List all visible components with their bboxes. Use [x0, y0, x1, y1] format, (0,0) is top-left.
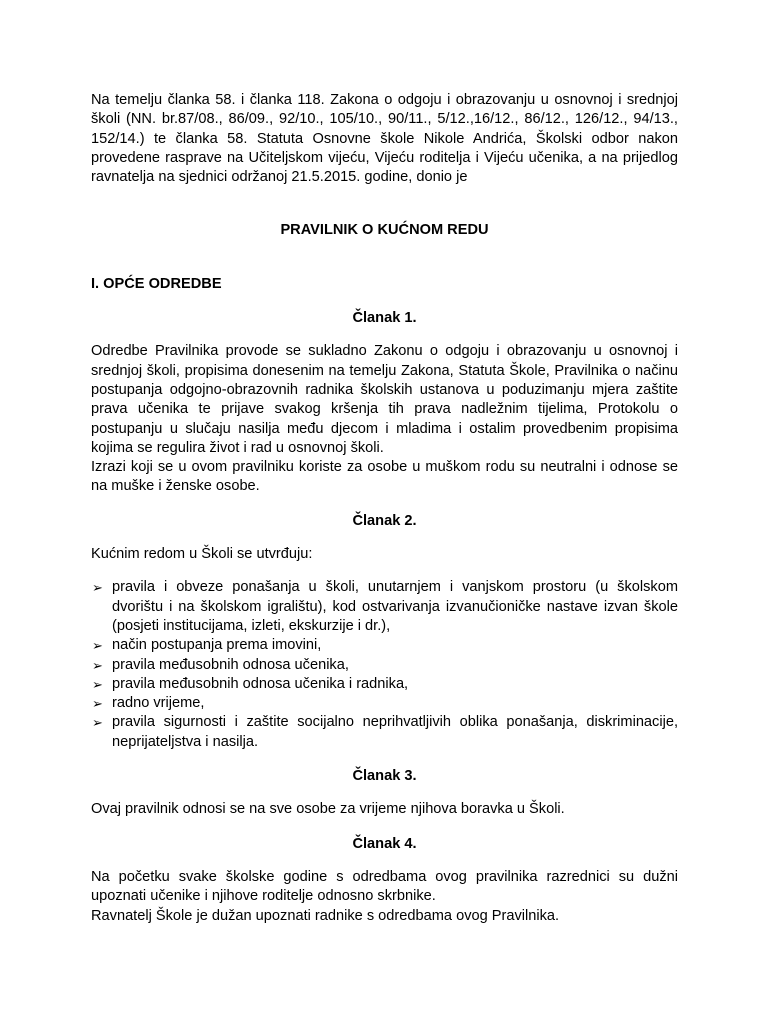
- article-2-bullet-list: [91, 578, 678, 752]
- article-2-heading: Članak 2.: [352, 512, 417, 529]
- article-4-heading: Članak 4.: [352, 835, 417, 852]
- preamble-paragraph: Na temelju članka 58. i članka 118. Zakona o odgoju i obrazovanju u osnovnoj i srednjoj školi (NN. br.87/08., 86/09., 92/10., 105/10., 90/11., 5/12.,16/12., 86/12., 126/12., 94/13., 152/14.) te članka 58. Statuta Osnovne škole Nikole Andrića, Školski odbor nakon provedene rasprave na Učiteljskom vijeću, Vijeću roditelja i Vijeću učenika, a na prijedlog ravnatelja na sjednici održanoj 21.5.2015. godine, donio je: [91, 92, 678, 186]
- list-item: [91, 694, 678, 713]
- list-item-text: pravila međusobnih odnosa učenika i radnika,: [112, 675, 409, 692]
- article-4-paragraph-1: Na početku svake školske godine s odredbama ovog pravilnika razrednici su dužni upoznati učenike i njihove roditelje odnosno skrbnike.: [91, 868, 678, 905]
- arrow-bullet-icon: ➢: [92, 696, 103, 712]
- arrow-bullet-icon: ➢: [92, 676, 103, 692]
- document-page: [91, 91, 678, 926]
- arrow-bullet-icon: ➢: [92, 580, 103, 596]
- article-1-paragraph-1: Odredbe Pravilnika provode se sukladno Zakonu o odgoju i obrazovanju u osnovnoj i srednjoj školi, propisima donesenim na temelju Zakona, Statuta Škole, Pravilnika o načinu postupanja odgojno-obrazovnih radnika školskih ustanova u poduzimanju mjera zaštite prava učenika te prijave svakog kršenja tih prava nadležnim tijelima, Protokolu o postupanju u slučaju nasilja među djecom i mladima i ostalim provedbenim propisima kojima se regulira život i rad u osnovnoj školi.: [91, 343, 678, 456]
- list-item: [91, 713, 678, 752]
- arrow-bullet-icon: ➢: [92, 638, 103, 654]
- article-3-paragraph-1: Ovaj pravilnik odnosi se na sve osobe za vrijeme njihova boravka u Školi.: [91, 801, 565, 818]
- list-item-text: pravila i obveze ponašanja u školi, unutarnjem i vanjskom prostoru (u školskom dvorištu i na školskom igralištu), kod ostvarivanja izvanučioničke nastave izvan škole (posjeti institucijama, izleti, ekskurzije i dr.),: [112, 579, 678, 634]
- list-item: [91, 636, 678, 655]
- list-item-text: način postupanja prema imovini,: [112, 637, 322, 654]
- article-3-heading: Članak 3.: [352, 768, 417, 785]
- arrow-bullet-icon: ➢: [92, 657, 103, 673]
- list-item: [91, 656, 678, 675]
- article-1-paragraph-2: Izrazi koji se u ovom pravilniku koriste za osobe u muškom rodu su neutralni i odnose se na muške i ženske osobe.: [91, 459, 678, 495]
- article-2-intro: Kućnim redom u Školi se utvrđuju:: [91, 546, 313, 563]
- list-item-text: pravila sigurnosti i zaštite socijalno neprihvatljivih oblika ponašanja, diskriminacije, neprijateljstva i nasilja.: [112, 714, 678, 750]
- arrow-bullet-icon: ➢: [92, 715, 103, 731]
- list-item-text: radno vrijeme,: [112, 695, 205, 712]
- article-1-heading: Članak 1.: [352, 310, 417, 327]
- article-4-paragraph-2: Ravnatelj Škole je dužan upoznati radnike s odredbama ovog Pravilnika.: [91, 907, 560, 924]
- list-item-text: pravila međusobnih odnosa učenika,: [112, 656, 349, 673]
- section-heading-general: I. OPĆE ODREDBE: [91, 275, 222, 292]
- document-title: PRAVILNIK O KUĆNOM REDU: [280, 222, 489, 239]
- list-item: [91, 675, 678, 694]
- list-item: [91, 578, 678, 636]
